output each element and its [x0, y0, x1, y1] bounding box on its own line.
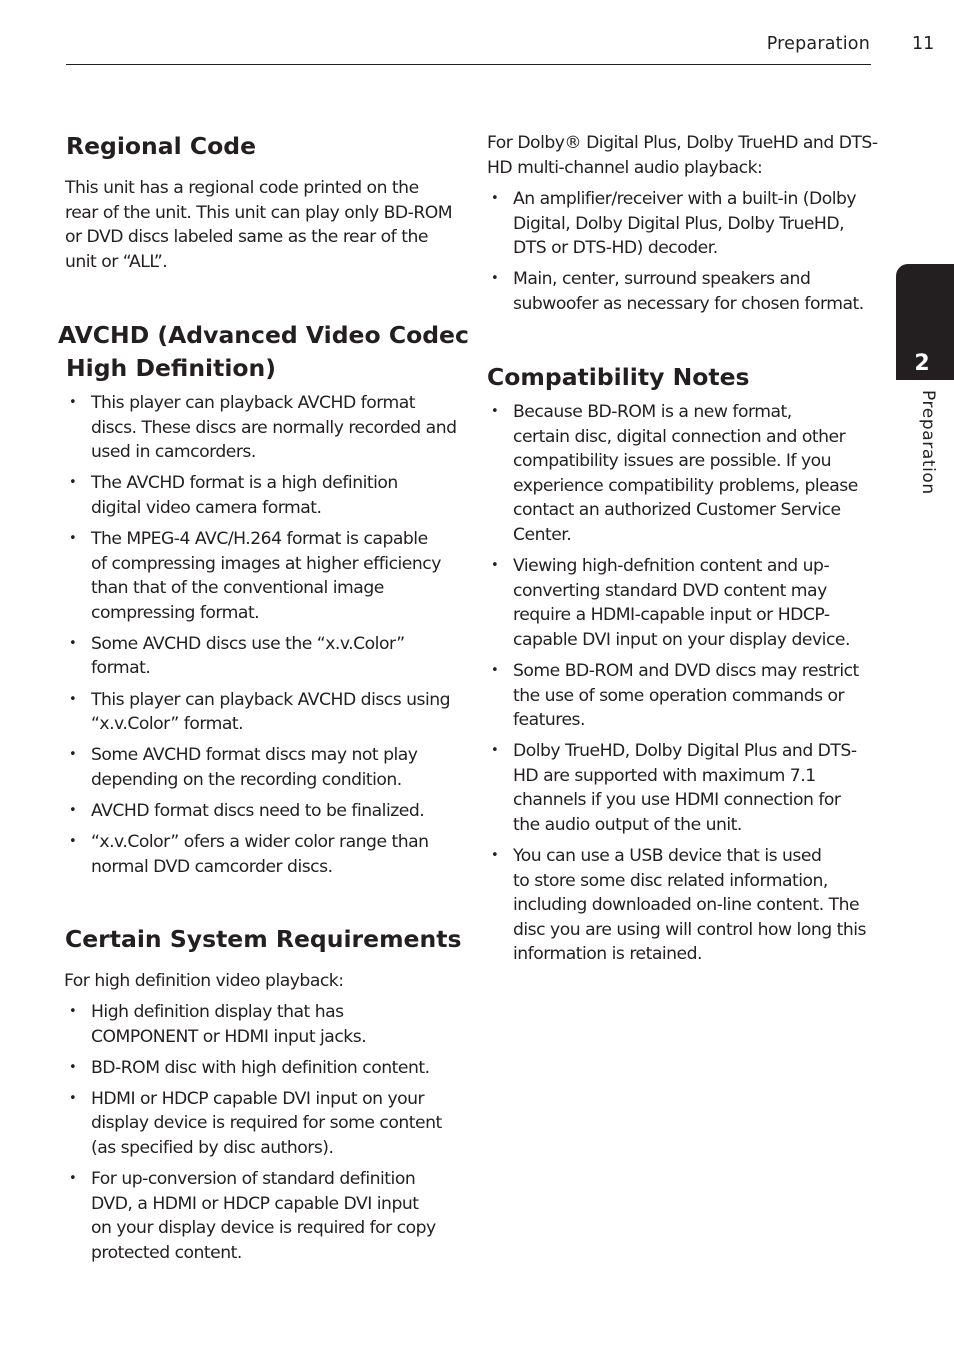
list-item-line: discs. These discs are normally recorded and	[91, 417, 457, 438]
list-item	[65, 743, 457, 792]
list-item	[65, 799, 457, 824]
list-item	[487, 739, 866, 837]
list-item	[65, 1000, 442, 1049]
list-item-line: to store some disc related information,	[513, 870, 828, 891]
regional-code-line: rear of the unit. This unit can play only BD-ROM	[65, 202, 453, 223]
list-item-line: • BD-ROM disc with high definition content.	[91, 1057, 430, 1078]
list-item-line: Center.	[513, 524, 572, 545]
list-item	[65, 391, 457, 465]
list-item-line: DVD, a HDMI or HDCP capable DVI input	[91, 1193, 419, 1214]
list-item	[487, 844, 866, 967]
list-item-line: certain disc, digital connection and other	[513, 426, 846, 447]
list-item	[65, 632, 457, 681]
chapter-tab	[896, 264, 954, 380]
regional-code-heading: Regional Code	[66, 132, 257, 160]
header-rule	[66, 64, 871, 65]
list-item-line: • For up-conversion of standard definition	[91, 1169, 416, 1190]
list-item-line: information is retained.	[513, 944, 703, 965]
list-item	[65, 1167, 442, 1265]
regional-code-line: This unit has a regional code printed on the	[65, 178, 419, 198]
list-item-line: depending on the recording condition.	[91, 769, 402, 790]
list-item-line: • HDMI or HDCP capable DVI input on your	[91, 1088, 425, 1109]
list-item-line: display device is required for some content	[91, 1113, 442, 1134]
list-item-line: used in camcorders.	[91, 442, 256, 463]
list-item-line: converting standard DVD content may	[513, 580, 827, 601]
list-item-line: contact an authorized Customer Service	[513, 500, 841, 521]
avchd-heading-line1: AVCHD (Advanced Video Codec	[58, 321, 469, 349]
list-item-line: the audio output of the unit.	[513, 815, 742, 835]
avchd-heading-line2: High Definition)	[66, 354, 277, 382]
list-item-line: channels if you use HDMI connection for	[513, 790, 841, 811]
list-item-line: • Because BD-ROM is a new format,	[513, 402, 792, 422]
list-item-line: • High definition display that has	[91, 1002, 344, 1022]
list-item	[487, 400, 866, 548]
regional-code-line: unit or “ALL”.	[65, 251, 168, 272]
list-item-line: HD are supported with maximum 7.1	[513, 765, 816, 786]
list-item-line: the use of some operation commands or	[513, 685, 845, 706]
dolby-requirements-list	[487, 187, 864, 323]
hd-requirements-list	[65, 1000, 442, 1272]
list-item-line: • Viewing high-defnition content and up-	[513, 556, 830, 577]
list-item-line: • Some BD-ROM and DVD discs may restrict	[513, 660, 859, 681]
list-item-line: • AVCHD format discs need to be finalized.	[91, 800, 425, 821]
list-item-line: Digital, Dolby Digital Plus, Dolby TrueHD,	[513, 213, 845, 234]
list-item-line: • This player can playback AVCHD format	[91, 393, 415, 413]
hd-playback-intro: For high definition video playback:	[64, 971, 344, 991]
list-item	[65, 471, 457, 520]
list-item-line: format.	[91, 658, 151, 679]
list-item-line: • Main, center, surround speakers and	[513, 269, 811, 290]
list-item-line: DTS or DTS-HD) decoder.	[513, 238, 718, 259]
list-item	[65, 527, 457, 625]
chapter-tab-number: 2	[914, 351, 930, 376]
list-item	[65, 830, 457, 879]
list-item	[487, 659, 866, 733]
list-item-line: • Dolby TrueHD, Dolby Digital Plus and DTS-	[513, 741, 857, 762]
list-item-line: COMPONENT or HDMI input jacks.	[91, 1026, 367, 1047]
list-item-line: compatibility issues are possible. If you	[513, 451, 832, 472]
list-item-line: protected content.	[91, 1242, 242, 1263]
list-item-line: capable DVI input on your display device.	[513, 629, 850, 650]
dolby-playback-intro	[487, 131, 878, 180]
dolby-intro-line: HD multi-channel audio playback:	[487, 157, 763, 178]
list-item-line: • You can use a USB device that is used	[513, 846, 822, 867]
list-item-line: (as specified by disc authors).	[91, 1137, 334, 1158]
list-item-line: on your display device is required for copy	[91, 1218, 436, 1239]
regional-code-line: or DVD discs labeled same as the rear of the	[65, 227, 428, 248]
list-item	[487, 267, 864, 316]
list-item-line: • An amplifier/receiver with a built-in (Dolby	[513, 189, 857, 209]
list-item-line: require a HDMI-capable input or HDCP-	[513, 605, 830, 626]
list-item-line: normal DVD camcorder discs.	[91, 856, 333, 877]
list-item	[65, 688, 457, 737]
list-item-line: including downloaded on-line content. The	[513, 895, 860, 916]
list-item-line: • Some AVCHD format discs may not play	[91, 745, 418, 766]
list-item-line: than that of the conventional image	[91, 578, 384, 599]
compatibility-notes-list	[487, 400, 866, 974]
list-item-line: subwoofer as necessary for chosen format.	[513, 293, 864, 314]
running-header-section: Preparation	[766, 34, 870, 54]
list-item-line: • “x.v.Color” ofers a wider color range than	[91, 832, 429, 852]
avchd-list	[65, 391, 457, 886]
avchd-heading	[58, 319, 469, 385]
list-item-line: • The MPEG-4 AVC/H.264 format is capable	[91, 528, 428, 549]
list-item-line: digital video camera format.	[91, 497, 322, 518]
regional-code-body	[65, 176, 452, 274]
list-item-line: compressing format.	[91, 602, 260, 623]
list-item-line: • This player can playback AVCHD discs using	[91, 689, 451, 710]
list-item	[487, 554, 866, 652]
page-number: 11	[912, 34, 935, 54]
list-item	[65, 1056, 442, 1081]
list-item-line: • Some AVCHD discs use the “x.v.Color”	[91, 633, 405, 654]
list-item-line: “x.v.Color” format.	[91, 714, 244, 735]
compatibility-notes-heading: Compatibility Notes	[487, 363, 750, 391]
dolby-intro-line: For Dolby® Digital Plus, Dolby TrueHD and DTS-	[487, 133, 878, 153]
list-item-line: experience compatibility problems, please	[513, 475, 858, 496]
list-item	[487, 187, 864, 261]
system-requirements-heading: Certain System Requirements	[65, 925, 462, 953]
list-item-line: features.	[513, 710, 585, 731]
chapter-tab-label: Preparation	[918, 390, 938, 495]
list-item	[65, 1087, 442, 1161]
list-item-line: • The AVCHD format is a high definition	[91, 473, 398, 494]
list-item-line: of compressing images at higher efficiency	[91, 553, 441, 574]
list-item-line: disc you are using will control how long this	[513, 919, 866, 940]
